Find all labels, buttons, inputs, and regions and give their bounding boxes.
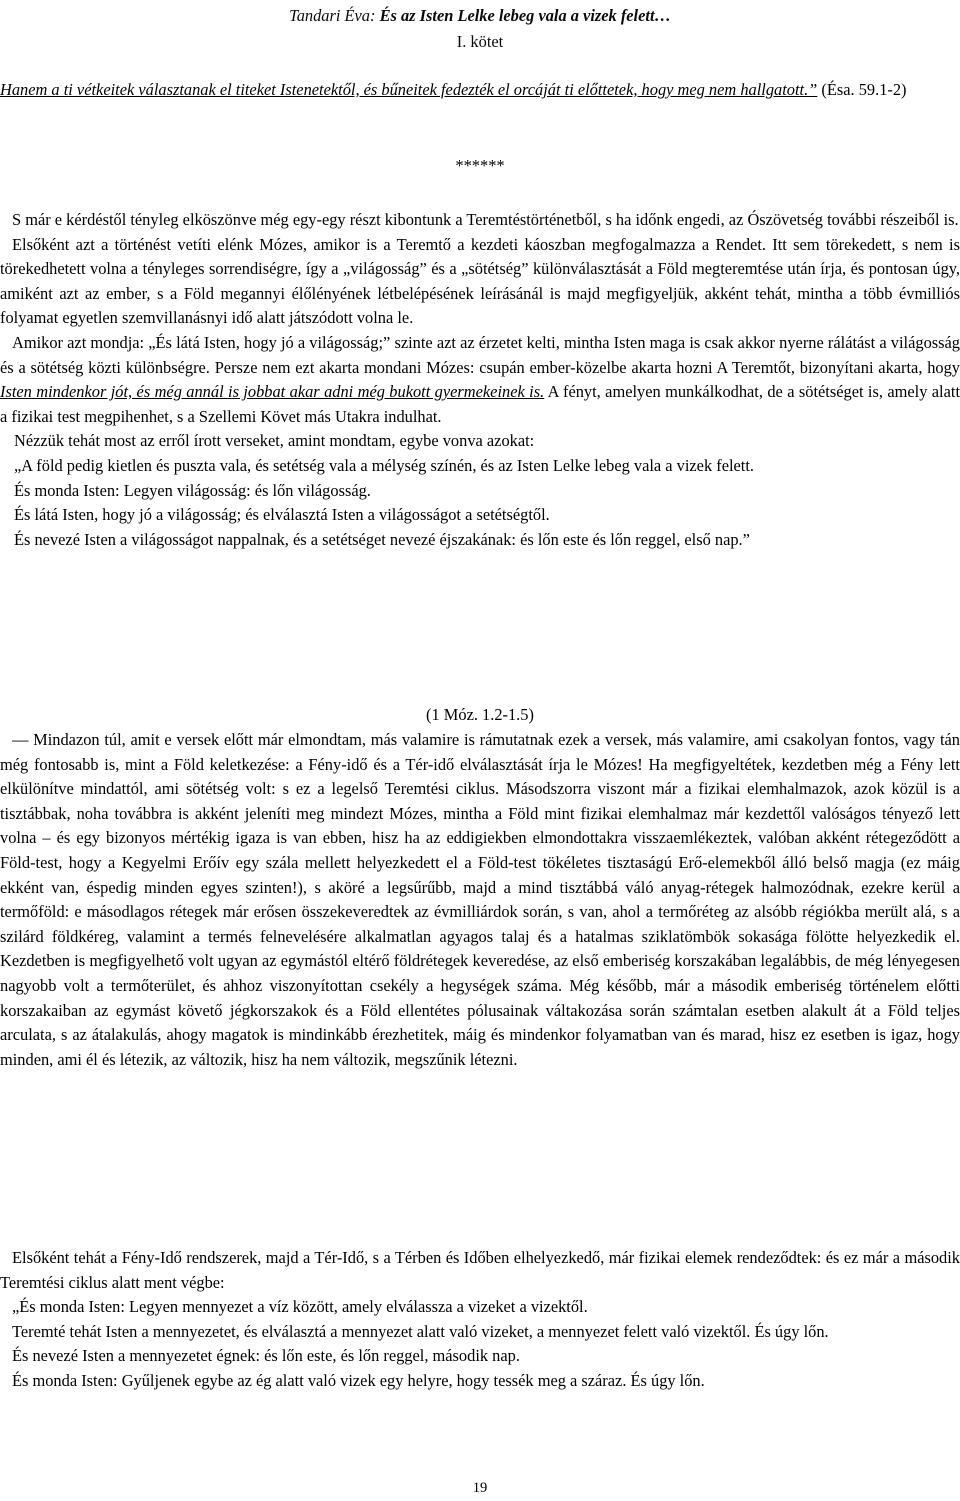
body-text-3 bbox=[0, 1246, 960, 1394]
quote-text: Hanem a ti vétkeitek választanak el titeket Istenetektől, és bűneitek fedezték el orcáját ti előttetek, hogy meg nem hallgatott.” bbox=[0, 80, 818, 99]
body-text-1 bbox=[0, 208, 960, 552]
verse-2: És monda Isten: Legyen világosság: és lőn világosság. bbox=[14, 480, 371, 500]
verse-reference bbox=[0, 703, 960, 728]
separator-stars: ****** bbox=[455, 156, 505, 175]
verse-7: És nevezé Isten a mennyezetet égnek: és lőn este, és lőn reggel, második nap. bbox=[12, 1346, 520, 1366]
page-number bbox=[0, 1476, 960, 1501]
header-author: Tandari Éva: bbox=[289, 6, 380, 25]
page-header bbox=[0, 4, 960, 29]
paragraph-3-start: Amikor azt mondja: „És látá Isten, hogy jó a világosság;” szinte azt az érzetet kelti, mintha Isten maga is csak akkor nyerne rálátást a világosság és a sötétség közti különbségre. Persze nem ezt akarta mondani Mózes: csupán ember-közelbe akarta hozni A Teremtőt, bizonyítani akarta, hogy bbox=[0, 332, 960, 377]
paragraph-5: — Mindazon túl, amit e versek előtt már elmondtam, más valamire is rámutatnak ezek a versek, más valamire, ami csakolyan fontos, vagy tán még fontosabb is, mint a Föld keletkezése: a Fény-idő és a Tér-idő elválasztását írja le Mózes! Ha megfigyeltétek, kezdetben még a Fény lett elkülönítve mindattól, ami sötétség volt: s ez a legelső Teremtési ciklus. Másodszorra viszont már a fizikai elemhalmazok, azok közül is a tisztábbak, noha továbbra is akként jeleníti meg mindezt Mózes, mintha a Föld mint fizikai elemhalmaz már kezdettől valóságos tényező lett volna – és egy bizonyos mértékig igaza is van ebben, hisz ha az eddigiekben elmondottakra visszaemlékeztek, valóban akként rétegeződött a Föld-test, hogy a Kegyelmi Erőív egy szála mellett helyezkedett el a Föld-test tökéletes tisztaságú Erő-elemekből álló belső magja (ez máig ekként van, éspedig minden egyes szinten!), s aköré a legsűrűbb, majd a mind tisztábbá váló anyag-rétegek halmozódnak, ezekre kerül a termőföld: e másodlagos rétegek már erősen összekeveredtek az évmilliárdok során, s van, ahol a termőréteg az alsóbb régiókba merült alá, s a szilárd földkéreg, valamint a termés felnevelésére alkalmatlan agyagos talaj és a hatalmas sziklatömbök sokasága fölötte helyezkedik el. Kezdetben is megfigyelhető volt ugyan az egymástól eltérő földrétegek keveredése, az első emberiség korszakában legalábbis, de még lényegesen nagyobb volt a termőterület, és ahhoz viszonyítottan csekély a hegységek száma. Még később, már a második emberiség történelem előtti korszakaiban az egymást követő jégkorszakok és a Föld ellentétes pólusainak váltakozása során számtalan esetben alakult át a Föld teljes arculata, s az átalakulás, ahogy magatok is mindinkább érezhetitek, máig és mindenkor folyamatban van és marad, hisz ez esetben is igaz, hogy minden, ami él és létezik, az változik, hisz ha nem változik, megszűnik létezni. bbox=[0, 730, 960, 1069]
quote-reference: (Ésa. 59.1-2) bbox=[817, 80, 907, 99]
verse-3: És látá Isten, hogy jó a világosság; és elválasztá Isten a világosságot a setétségtől. bbox=[14, 505, 550, 525]
paragraph-3-emphasis: Isten mindenkor jót, és még annál is jobbat akar adni még bukott gyermekeinek is. bbox=[0, 382, 545, 402]
section-separator bbox=[0, 154, 960, 179]
body-text-2 bbox=[0, 728, 960, 1072]
paragraph-1: S már e kérdéstől tényleg elköszönve még egy-egy részt kibontunk a Teremtéstörténetből, s ha időnk engedi, az Ószövetség további részeiből is. bbox=[12, 210, 959, 229]
verse-5: „És monda Isten: Legyen mennyezet a víz között, amely elválassza a vizeket a vizektől. bbox=[12, 1297, 588, 1317]
verse-1: „A föld pedig kietlen és puszta vala, és setétség vala a mélység színén, és az Isten Lelke lebeg vala a vizek felett. bbox=[14, 455, 755, 475]
verse-reference-text: (1 Móz. 1.2-1.5) bbox=[426, 705, 534, 724]
header-volume bbox=[0, 30, 960, 55]
paragraph-2: Elsőként azt a történést vetíti elénk Mózes, amikor is a Teremtő a kezdeti káoszban megfogalmazza a Rendet. Itt sem törekedett, s nem is törekedhetett volna a tényleges sorrendiségre, így a „világosság” és a „sötétség” különválasztását a Föld megteremtése után írja, és pontosan úgy, amiként azt az ember, s a Föld megannyi élőlényének létbelépésének leírásánál is majd megfigyeljük, akként tehát, mintha a több évmilliós folyamat egyetlen szemvillanásnyi idő alatt játszódott volna le. bbox=[0, 234, 960, 328]
page-number-text: 19 bbox=[472, 1480, 488, 1496]
verse-4: És nevezé Isten a világosságot nappalnak, és a setétséget nevezé éjszakának: és lőn este és lőn reggel, első nap.” bbox=[14, 529, 750, 549]
header-title: És az Isten Lelke lebeg vala a vizek felett… bbox=[379, 6, 671, 25]
paragraph-3 bbox=[0, 331, 960, 429]
paragraph-3-end: A fényt, amelyen munkálkodhat, de a sötétséget is, amely alatt a fizikai test megpihenhet, s a Szellemi Követ más Utakra indulhat. bbox=[0, 382, 960, 426]
paragraph-4: Nézzük tehát most az erről írott verseket, amint mondtam, egybe vonva azokat: bbox=[14, 431, 535, 451]
verse-8: És monda Isten: Gyűljenek egybe az ég alatt való vizek egy helyre, hogy tessék meg a száraz. És úgy lőn. bbox=[12, 1370, 705, 1390]
verse-6: Teremté tehát Isten a mennyezetet, és elválasztá a mennyezet alatt való vizeket, a mennyezet felett való vizektől. És úgy lőn. bbox=[12, 1321, 829, 1341]
opening-quote bbox=[0, 78, 960, 103]
volume-label: I. kötet bbox=[456, 32, 504, 51]
paragraph-6: Elsőként tehát a Fény-Idő rendszerek, majd a Tér-Idő, s a Térben és Időben elhelyezkedő, már fizikai elemek rendeződtek: és ez már a második Teremtési ciklus alatt ment végbe: bbox=[0, 1248, 960, 1292]
